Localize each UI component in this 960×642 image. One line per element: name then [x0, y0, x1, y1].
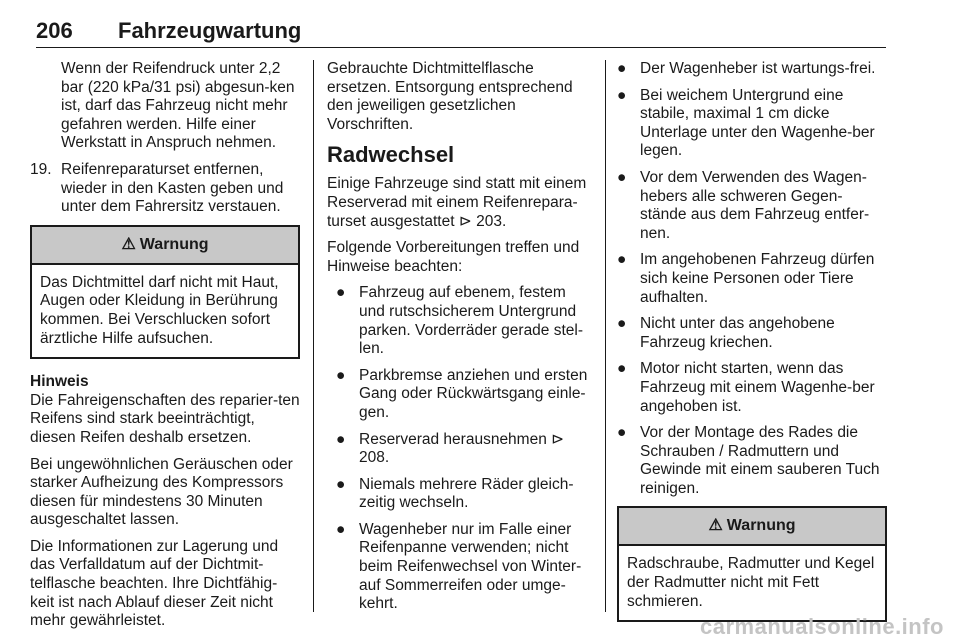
list-item-text: Nicht unter das angehobene Fahrzeug kriechen.	[640, 315, 835, 351]
note-paragraph-3: Die Informationen zur Lagerung und das Verfalldatum auf der Dichtmit-telflasche beachten. Ihre Dichtfähig-keit ist nach Ablauf dieser Zeit nicht mehr gewährleistet.	[30, 537, 279, 630]
list-item-text: Vor dem Verwenden des Wagen-hebers alle schweren Gegen-stände aus dem Fahrzeug entfer-nen.	[640, 168, 870, 242]
section-heading: Radwechsel	[327, 142, 455, 168]
list-item	[617, 360, 887, 416]
list-item-text: Der Wagenheber ist wartungs-frei.	[640, 60, 876, 77]
list-item-text: Im angehobenen Fahrzeug dürfen sich keine Personen oder Tiere aufhalten.	[640, 251, 875, 306]
bullet-icon: ●	[617, 60, 627, 77]
list-item-text: Wagenheber nur im Falle einer Reifenpanne verwenden; nicht beim Reifenwechsel von Winter- auf Sommerreifen oder umge-kehrt.	[359, 520, 582, 613]
intro-paragraph-1: Einige Fahrzeuge sind statt mit einem Reserverad mit einem Reifenrepara-turset ausgestattet ⊳ 203.	[327, 175, 587, 230]
list-item	[617, 60, 887, 79]
step-number: 19.	[30, 160, 52, 178]
list-item	[617, 87, 887, 161]
list-item	[336, 431, 590, 468]
list-item-text: Parkbremse anziehen und ersten Gang oder Rückwärtsgang einle-gen.	[359, 366, 588, 421]
warning-header	[619, 508, 885, 546]
list-item	[617, 424, 887, 498]
warning-title: Warnung	[726, 517, 796, 535]
watermark: carmanualsonline.info	[700, 614, 944, 639]
list-item	[336, 284, 590, 358]
list-item	[336, 521, 590, 614]
paragraph-disposal: Gebrauchte Dichtmittelflasche ersetzen. Entsorgung entsprechend den jeweiligen gesetzlichen Vorschriften.	[327, 60, 573, 133]
bullet-icon: ●	[617, 360, 627, 378]
paragraph-tire-pressure: Wenn der Reifendruck unter 2,2 bar (220 kPa/31 psi) abgesun-ken ist, darf das Fahrzeug nicht mehr gefahren werden. Hilfe einer Werkstatt in Anspruch nehmen.	[61, 60, 295, 152]
bullet-icon: ●	[336, 430, 346, 448]
list-item-text: Niemals mehrere Räder gleich-zeitig wechseln.	[359, 475, 574, 512]
bullet-icon: ●	[336, 284, 346, 302]
column-left	[30, 60, 300, 639]
bullet-icon: ●	[617, 424, 627, 442]
step-text: Reifenreparaturset entfernen, wieder in den Kasten geben und unter dem Fahrersitz verstauen.	[61, 160, 284, 216]
warning-text: Das Dichtmittel darf nicht mit Haut, Augen oder Kleidung in Berührung kommen. Bei Verschlucken sofort ärztliche Hilfe aufsuchen.	[40, 273, 279, 347]
list-item	[336, 367, 590, 423]
list-item-text: Reserverad herausnehmen ⊳ 208.	[359, 430, 565, 467]
column-divider	[313, 60, 314, 612]
column-middle	[327, 60, 590, 622]
warning-icon: ⚠	[708, 517, 723, 535]
list-item	[617, 315, 887, 352]
warning-title: Warnung	[139, 235, 209, 253]
note-heading: Hinweis	[30, 373, 89, 391]
list-item-text: Fahrzeug auf ebenem, festem und rutschsicherem Untergrund parken. Vorderräder gerade stel-len.	[359, 284, 584, 358]
bullet-icon: ●	[617, 86, 627, 104]
bullet-icon: ●	[617, 251, 627, 269]
warning-box-sealant	[30, 225, 300, 359]
bullet-icon: ●	[617, 315, 627, 333]
step-19	[30, 161, 300, 217]
list-item	[336, 476, 590, 513]
bullet-icon: ●	[336, 520, 346, 538]
column-divider	[605, 60, 606, 612]
bullet-icon: ●	[617, 168, 627, 186]
list-item	[617, 169, 887, 243]
header-rule	[36, 47, 886, 48]
page-number: 206	[36, 18, 73, 43]
warning-text: Radschraube, Radmutter und Kegel der Radmutter nicht mit Fett schmieren.	[627, 555, 875, 610]
chapter-title: Fahrzeugwartung	[118, 18, 302, 43]
list-item-text: Vor der Montage des Rades die Schrauben / Radmuttern und Gewinde mit einem sauberen Tuch reinigen.	[640, 424, 880, 497]
warning-box-wheel-bolt	[617, 506, 887, 622]
note-paragraph-1: Die Fahreigenschaften des reparier-ten Reifens sind stark beeinträchtigt, diesen Reifen deshalb ersetzen.	[30, 391, 300, 446]
bullet-icon: ●	[336, 366, 346, 384]
note-paragraph-2: Bei ungewöhnlichen Geräuschen oder starker Aufheizung des Kompressors diesen für mindestens 30 Minuten ausgeschaltet lassen.	[30, 455, 293, 529]
list-item-text: Motor nicht starten, wenn das Fahrzeug mit einem Wagenhe-ber angehoben ist.	[640, 360, 875, 415]
page-header	[36, 6, 886, 50]
intro-paragraph-2: Folgende Vorbereitungen treffen und Hinweise beachten:	[327, 239, 580, 275]
list-item	[617, 251, 887, 307]
column-right	[617, 60, 887, 636]
warning-header	[32, 227, 298, 265]
warning-icon: ⚠	[121, 235, 136, 253]
list-item-text: Bei weichem Untergrund eine stabile, maximal 1 cm dicke Unterlage unter den Wagenhe-ber legen.	[640, 86, 875, 160]
bullet-icon: ●	[336, 475, 346, 493]
